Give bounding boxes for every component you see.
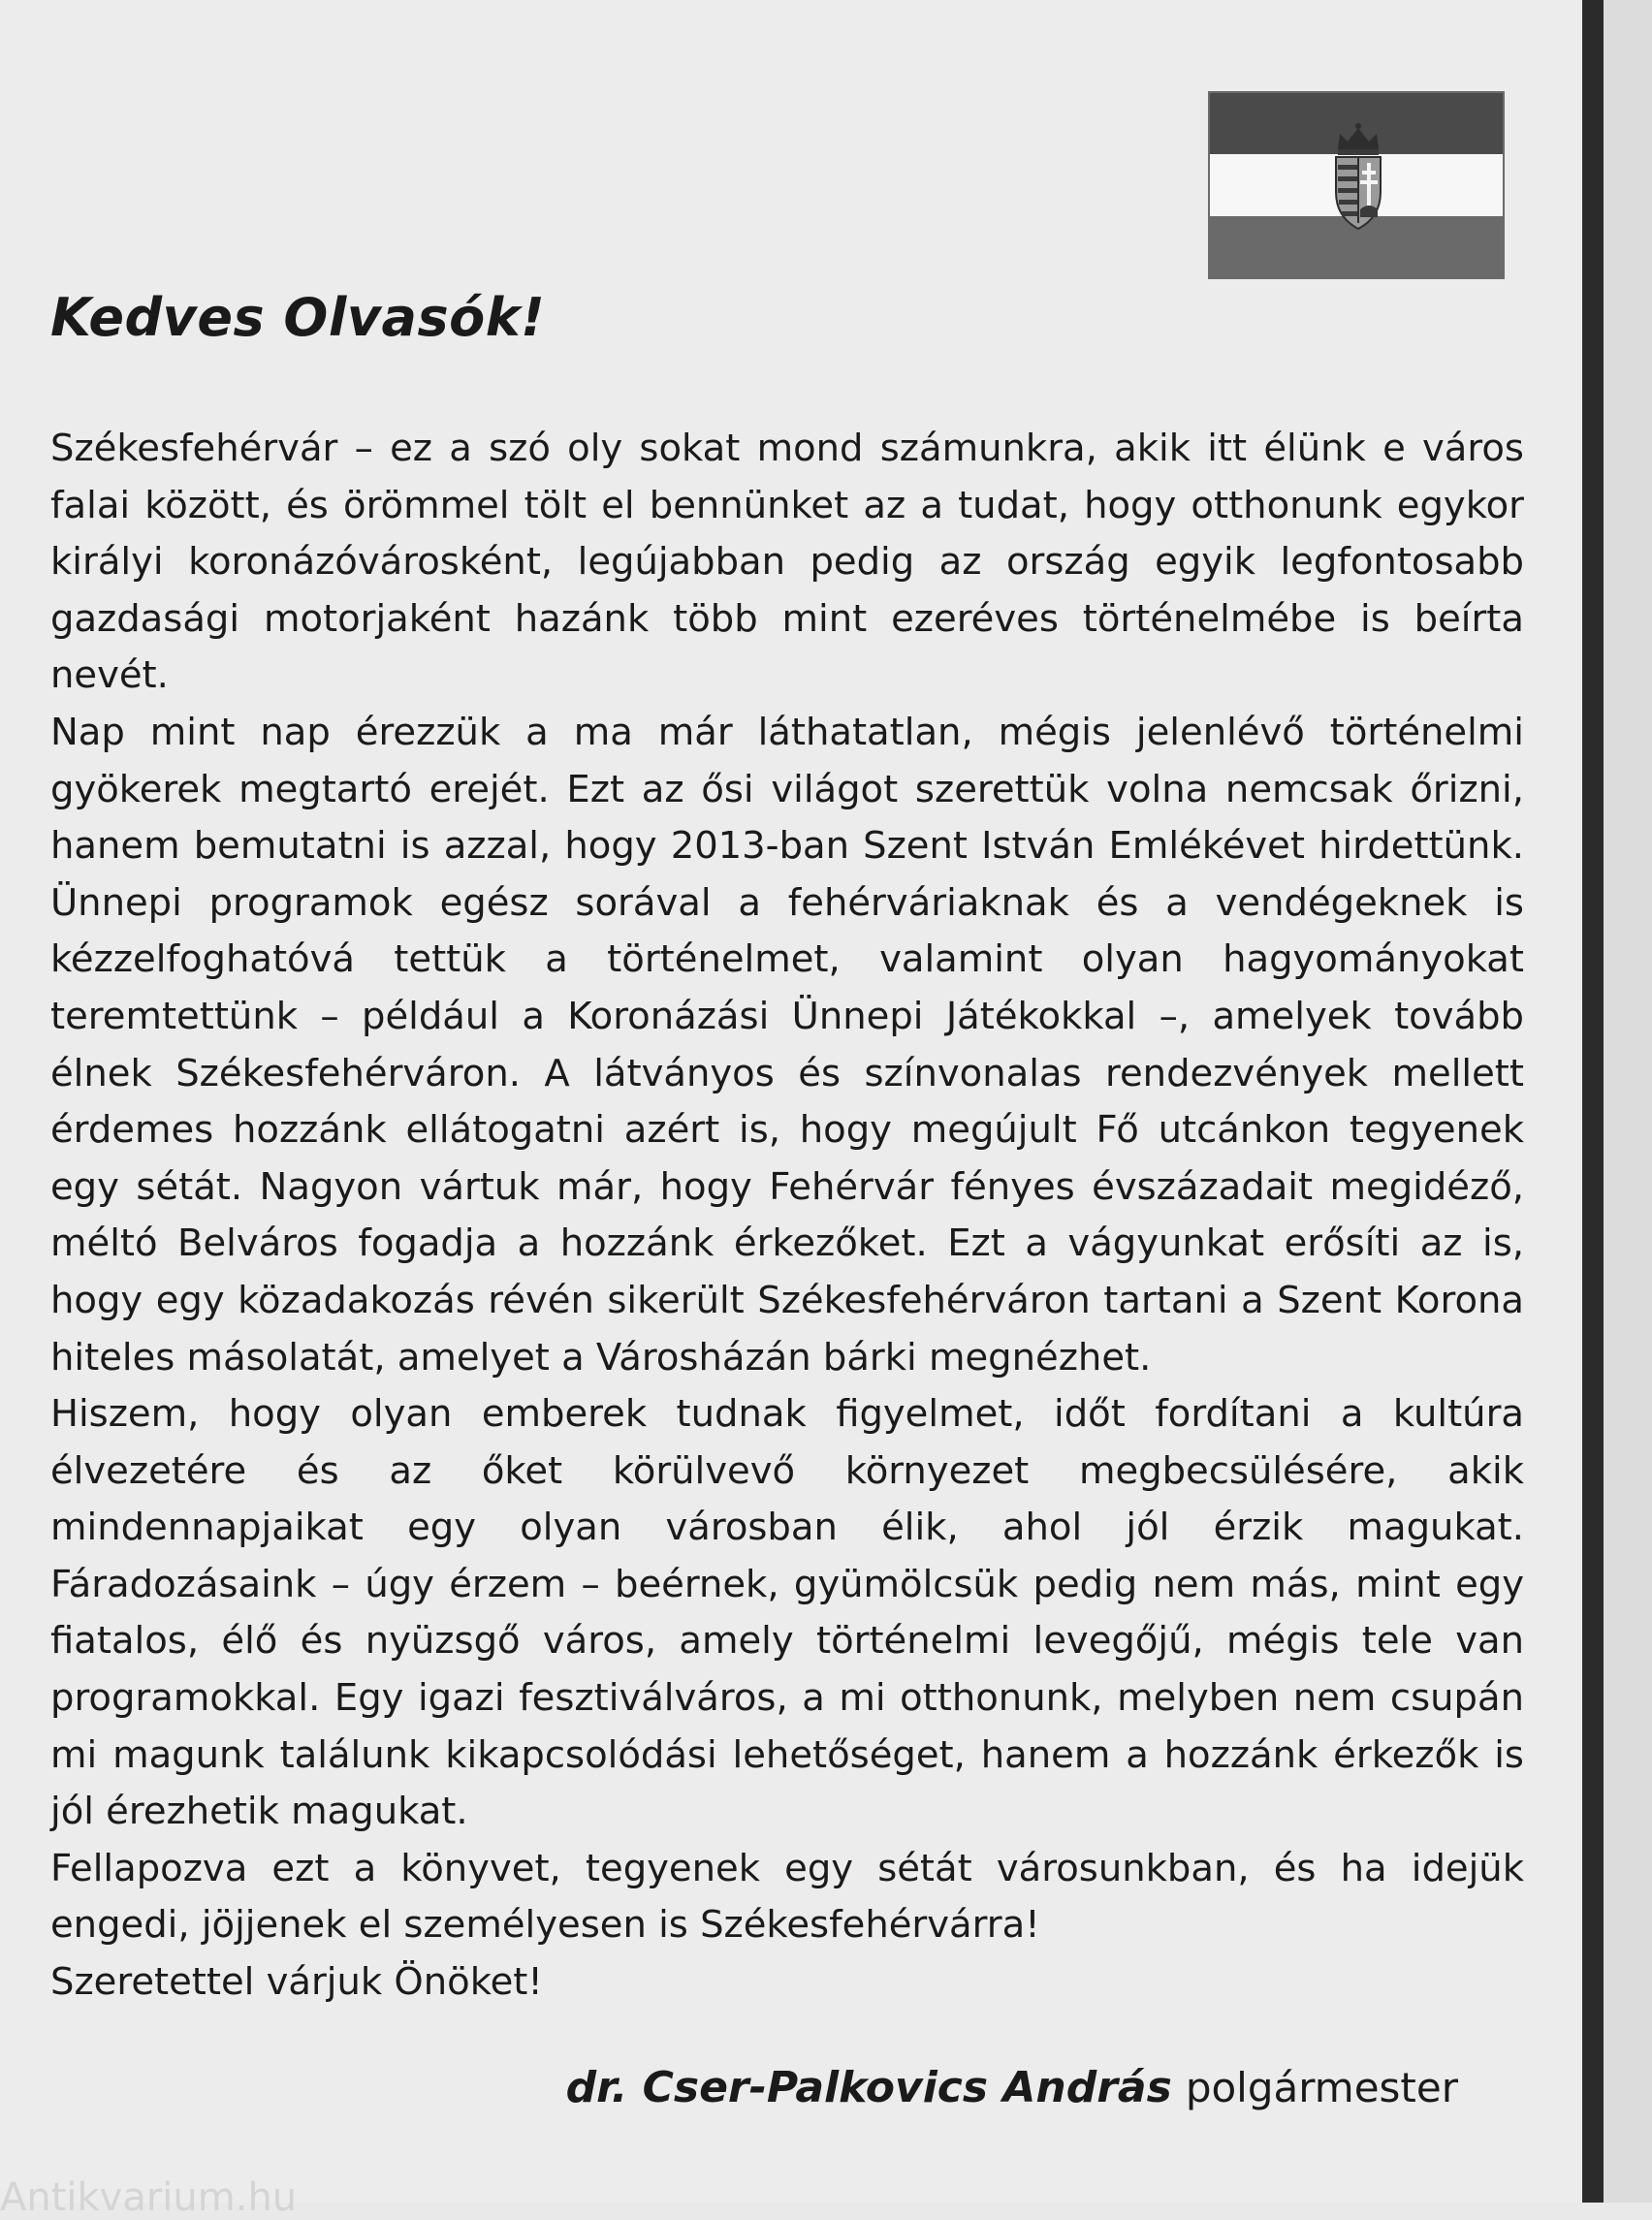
hungarian-flag-icon (1208, 91, 1505, 279)
watermark: Antikvarium.hu (0, 2175, 298, 2220)
signature-title: polgármester (1185, 2064, 1458, 2111)
letter-paragraph: Fellapozva ezt a könyvet, tegyenek egy sétát városunkban, és ha idejük engedi, jöjjenek el személyesen is Székesfehérvárra! (50, 1846, 1524, 1948)
book-background-edge (1604, 0, 1652, 2203)
coat-of-arms-icon (1330, 120, 1386, 237)
letter-body (50, 421, 1524, 2012)
letter-paragraph: Szeretettel várjuk Önöket! (50, 1960, 543, 2005)
letter-paragraph: Székesfehérvár – ez a szó oly sokat mond számunkra, akik itt élünk e város falai között, és örömmel tölt el bennünket az a tudat, hogy otthonunk egykor királyi koronázóvárosként, legújabban pedig az ország egyik legfontosabb gazdasági motorjaként hazánk több mint ezeréves történelmébe is beírta nevét. (50, 427, 1524, 698)
letter-paragraph: Hiszem, hogy olyan emberek tudnak figyelmet, időt fordítani a kultúra élvezetére és az őket körülvevő környezet megbecsülésére, akik mindennapjaikat egy olyan városban élik, ahol jól érzik magukat. Fáradozásaink – úgy érzem – beérnek, gyümölcsük pedig nem más, mint egy fiatalos, élő és nyüzsgő város, amely történelmi levegőjű, mégis tele van programokkal. Egy igazi fesztiválváros, a mi otthonunk, melyben nem csupán mi magunk találunk kikapcsolódási lehetőséget, hanem a hozzánk érkezők is jól érezhetik magukat. (50, 1392, 1524, 1834)
signature (566, 2063, 1458, 2112)
letter-paragraph: Nap mint nap érezzük a ma már láthatatlan, mégis jelenlévő történelmi gyökerek megtartó erejét. Ezt az ősi világot szerettük volna nemcsak őrizni, hanem bemutatni is azzal, hogy 2013-ban Szent István Emlékévet hirdettünk. Ünnepi programok egész sorával a fehérváriaknak és a vendégeknek is kézzelfoghatóvá tettük a történelmet, valamint olyan hagyományokat teremtettünk – például a Koronázási Ünnepi Játékokkal –, amelyek tovább élnek Székesfehérváron. A látványos és színvonalas rendezvények mellett érdemes hozzánk ellátogatni azért is, hogy megújult Fő utcánkon tegyenek egy sétát. Nagyon vártuk már, hogy Fehérvár fényes évszázadait megidéző, méltó Belváros fogadja a hozzánk érkezőket. Ezt a vágyunkat erősíti az is, hogy egy közadakozás révén sikerült Székesfehérváron tartani a Szent Korona hiteles másolatát, amelyet a Városházán bárki megnézhet. (50, 710, 1524, 1380)
page-title: Kedves Olvasók! (50, 287, 546, 348)
book-spine-edge (1582, 0, 1604, 2203)
signature-name: dr. Cser-Palkovics András (565, 2063, 1172, 2112)
